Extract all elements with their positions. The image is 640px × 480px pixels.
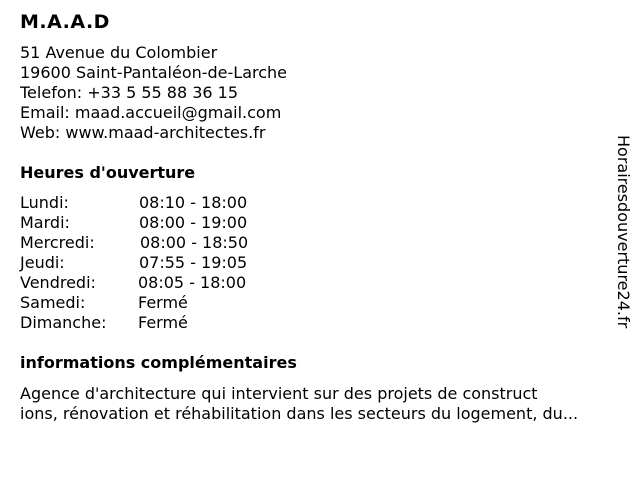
address-city: 19600 Saint-Pantaléon-de-Larche: [20, 63, 288, 82]
info-heading: informations complémentaires: [20, 353, 297, 372]
contact-block: [20, 43, 287, 143]
day-label: Mercredi:: [20, 233, 95, 252]
watermark-text: Horairesdouverture24.fr: [614, 135, 633, 329]
day-label: Mardi:: [20, 213, 70, 232]
day-label: Lundi:: [20, 193, 69, 212]
info-line-1: Agence d'architecture qui intervient sur des projets de construct: [20, 384, 538, 403]
hours-value: 08:00 - 18:50: [140, 233, 249, 252]
hours-row-monday: [20, 193, 320, 213]
day-label: Jeudi:: [20, 253, 65, 272]
info-description: [20, 384, 630, 424]
business-name: M.A.A.D: [20, 11, 110, 33]
hours-row-sunday: [20, 313, 320, 333]
phone-text: Telefon: +33 5 55 88 36 15: [20, 83, 239, 102]
hours-value: Fermé: [138, 293, 188, 312]
day-label: Dimanche:: [20, 313, 107, 332]
email-text: Email: maad.accueil@gmail.com: [20, 103, 282, 122]
website-text: Web: www.maad-architectes.fr: [20, 123, 266, 142]
address-street: 51 Avenue du Colombier: [20, 43, 218, 62]
hours-row-tuesday: [20, 213, 320, 233]
hours-heading: Heures d'ouverture: [20, 163, 196, 182]
hours-row-thursday: [20, 253, 320, 273]
day-label: Samedi:: [20, 293, 86, 312]
hours-table: [20, 193, 320, 333]
hours-value: 07:55 - 19:05: [139, 253, 248, 272]
day-label: Vendredi:: [20, 273, 96, 292]
hours-row-friday: [20, 273, 320, 293]
hours-row-wednesday: [20, 233, 320, 253]
hours-value: 08:05 - 18:00: [138, 273, 247, 292]
hours-value: Fermé: [138, 313, 188, 332]
hours-row-saturday: [20, 293, 320, 313]
hours-value: 08:10 - 18:00: [139, 193, 248, 212]
hours-value: 08:00 - 19:00: [139, 213, 248, 232]
info-line-2: ions, rénovation et réhabilitation dans les secteurs du logement, du...: [20, 404, 579, 423]
